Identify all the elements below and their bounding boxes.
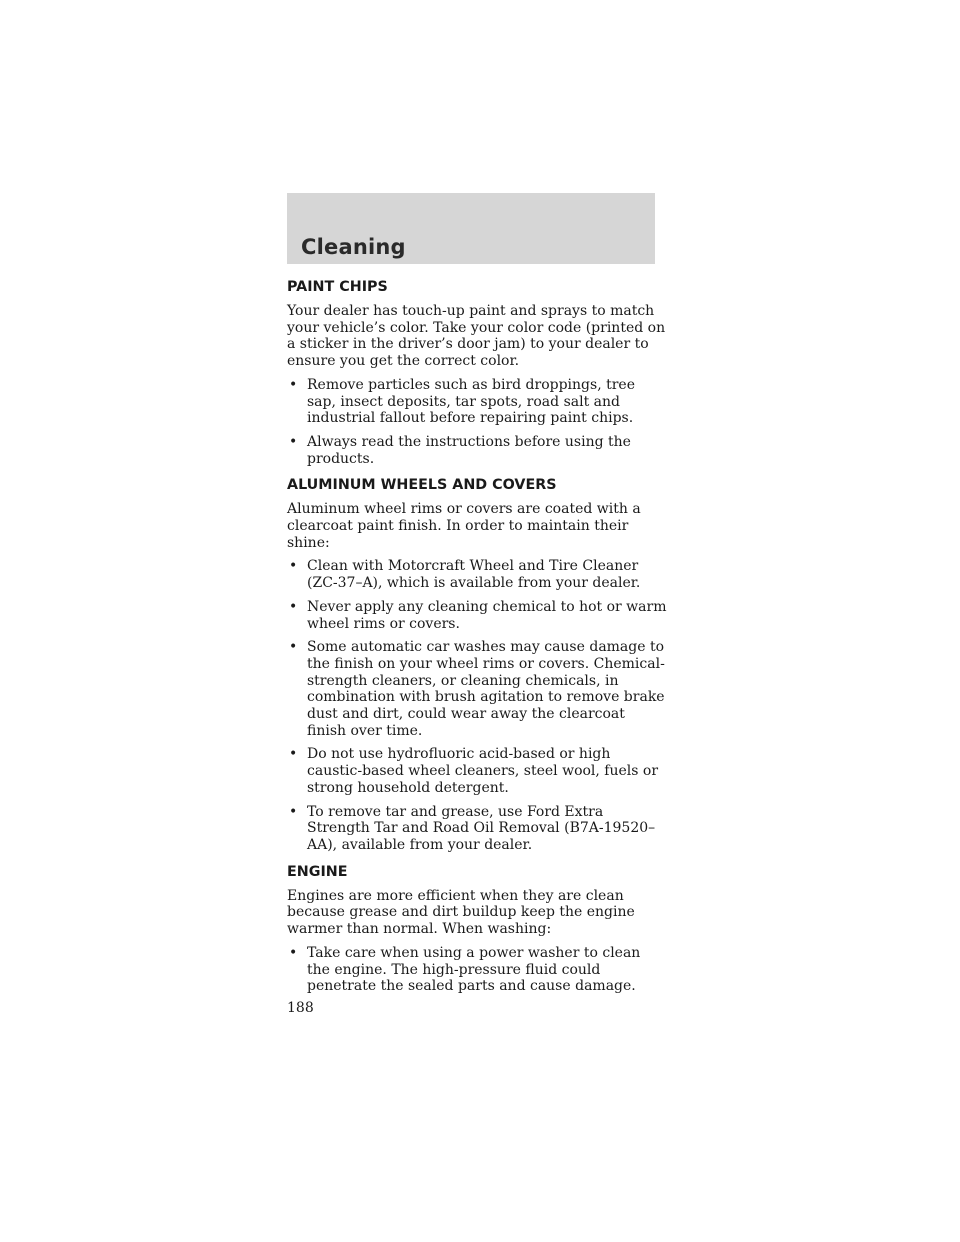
bullet-glyph: • [289,598,298,615]
page-content [287,278,667,1004]
section-header-band [287,193,655,264]
list-item-text: Take care when using a power washer to clean the engine. The high-pressure fluid could penetrate the sealed parts and cause damage. [307,944,641,995]
section-heading: PAINT CHIPS [287,279,388,295]
list-item [287,558,667,591]
list-item-text: Some automatic car washes may cause damage to the finish on your wheel rims or covers. Chemical-strength cleaners, or cleaning chemicals, in combination with brush agitation to remove brake dust and dirt, could wear away the clearcoat finish over time. [307,639,665,739]
section-heading: ENGINE [287,863,348,880]
bullet-glyph: • [289,944,298,961]
page-number: 188 [287,1000,314,1016]
list-item [287,377,667,427]
list-item [287,639,667,739]
list-item [287,804,667,854]
bullet-list [287,377,667,468]
bullet-glyph: • [289,746,298,763]
bullet-glyph: • [289,639,298,656]
section-title: Cleaning [301,235,406,259]
bullet-glyph: • [289,376,298,393]
list-item [287,599,667,632]
list-item [287,945,667,995]
section-engine [287,863,667,995]
list-item-text: Clean with Motorcraft Wheel and Tire Cleaner (ZC-37–A), which is available from your dealer. [307,558,641,592]
list-item [287,746,667,796]
bullet-list [287,558,667,853]
list-item-text: Remove particles such as bird droppings, tree sap, insect deposits, tar spots, road salt and industrial fallout before repairing paint chips. [307,376,635,427]
bullet-glyph: • [289,558,298,575]
list-item-text: Do not use hydrofluoric acid-based or high caustic-based wheel cleaners, steel wool, fuels or strong household detergent. [307,746,659,796]
list-item-text: To remove tar and grease, use Ford Extra Strength Tar and Road Oil Removal (B7A-19520–AA), available from your dealer. [307,803,656,853]
section-intro: Engines are more efficient when they are clean because grease and dirt buildup keep the engine warmer than normal. When washing: [287,887,635,938]
section-paint-chips [287,278,667,467]
list-item [287,434,667,467]
section-intro: Aluminum wheel rims or covers are coated with a clearcoat paint finish. In order to maintain their shine: [287,501,641,551]
section-intro: Your dealer has touch-up paint and sprays to match your vehicle’s color. Take your color code (printed on a sticker in the driver’s door jam) to your dealer to ensure you get the correct color. [287,303,666,370]
bullet-glyph: • [289,803,298,820]
list-item-text: Never apply any cleaning chemical to hot or warm wheel rims or covers. [307,598,667,632]
section-heading: ALUMINUM WHEELS AND COVERS [287,477,557,494]
bullet-list [287,945,667,995]
section-aluminum-wheels [287,476,667,853]
bullet-glyph: • [289,433,298,450]
list-item-text: Always read the instructions before using the products. [307,433,631,467]
